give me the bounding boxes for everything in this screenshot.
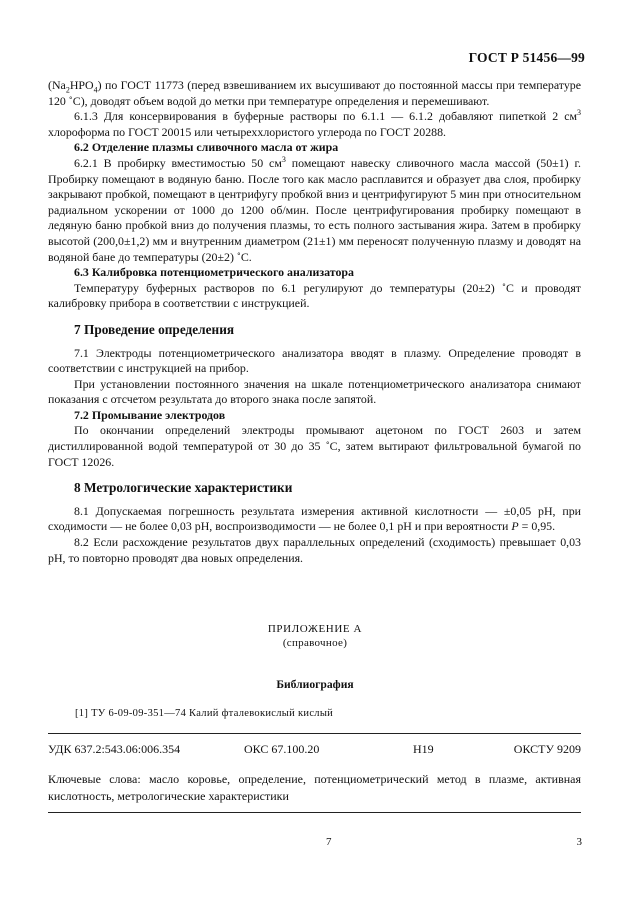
heading-6-2: 6.2 Отделение плазмы сливочного масла от жира [74,140,339,155]
classification-row [48,742,581,758]
clause-7-2: По окончании определений электроды промывают ацетоном по ГОСТ 2603 и затем дистиллированной водой температурой от 30 до 35 ˚С, затем вытирают фильтровальной бумагой по ГОСТ 12026. [48,423,581,469]
clause-7-1-continued: При установлении постоянного значения на шкале потенциометрического анализатора снимают показания с отсчетом результата до второго знака после запятой. [48,376,581,407]
appendix-title: ПРИЛОЖЕНИЕ А [267,623,363,635]
clause-6-2-1: 6.2.1 В пробирку вместимостью 50 $см^3$ помещают навеску сливочного масла массой (50±1) г. Пробирку помещают в водяную баню. После того как масло расплавится и образует два слоя, пробирку закрывают пробкой, помещают в центрифугу пробкой вниз и центрифугируют 5 мин при относительном радиальном ускорении от 1000 до 1200 об/мин. После центрифугирования пробирку помещают в ледяную баню пробкой вниз до получения плазмы, то есть полного застывания жира. Затем в пробирку высотой (200,0±1,2) мм и внутренним диаметром (21±1) мм переносят полученную плазму и доводят на водяной бане до температуры (20±2) ˚С. [48,155,581,264]
clause-6-1-3: 6.1.3 Для консервирования в буферные растворы по 6.1.1 — 6.1.2 добавляют пипеткой 2 $см^3$ хлороформа по ГОСТ 20015 или четыреххлористого углерода по ГОСТ 20288. [48,108,581,139]
clause-8-2: 8.2 Если расхождение результатов двух параллельных определений (сходимость) превышает 0,03 рН, то повторно проводят два новых определения. [48,535,581,565]
appendix-subtitle: (справочное) [282,637,348,649]
divider-top [48,733,581,734]
heading-7-2: 7.2 Промывание электродов [74,407,226,422]
section-7-heading: 7 Проведение определения [74,321,235,337]
buffer-preparation-paragraph: $(Na_2HPO_4)$ по ГОСТ 11773 (перед взвешиванием их высушивают до постоянной массы при температуре 120 ˚С), доводят объем водой до метки при температуре определения и перемешивают. [48,78,581,108]
heading-6-3: 6.3 Калибровка потенциометрического анализатора [74,265,354,280]
clause-8-1: 8.1 Допускаемая погрешность результата измерения активной кислотности — ±0,05 рН, при сходимости — не более 0,03 рН, воспроизводимости — не более 0,1 рН и при вероятности P = 0,95. [48,503,581,534]
clause-6-3: Температуру буферных растворов по 6.1 регулируют до температуры (20±2) ˚С и проводят калибровку прибора в соответствии с инструкцией. [48,280,581,311]
category-code: Н19 [413,742,434,756]
page-number-outer: 3 [576,836,582,848]
oks-code: ОКС 67.100.20 [244,742,320,756]
udc-code: УДК 637.2:543.06:006.354 [48,742,181,756]
keywords: Ключевые слова: масло коровье, определение, потенциометрический метод в плазме, активная кислотность, метрологические характеристики [48,772,581,803]
appendix-header [0,622,630,650]
clause-7-1: 7.1 Электроды потенциометрического анализатора вводят в плазму. Определение проводят в соответствии с инструкцией на прибор. [48,345,581,376]
bibliography-entry: [1] ТУ 6-09-09-351—74 Калий фталевокислый кислый [75,708,334,719]
section-8-heading: 8 Метрологические характеристики [74,480,293,496]
document-body [48,78,581,566]
page-number-inner: 7 [326,836,332,848]
okstu-code: ОКСТУ 9209 [513,742,581,756]
bibliography-title: Библиография [276,678,354,691]
standard-number: ГОСТ Р 51456—99 [468,50,585,65]
divider-bottom [48,812,581,813]
